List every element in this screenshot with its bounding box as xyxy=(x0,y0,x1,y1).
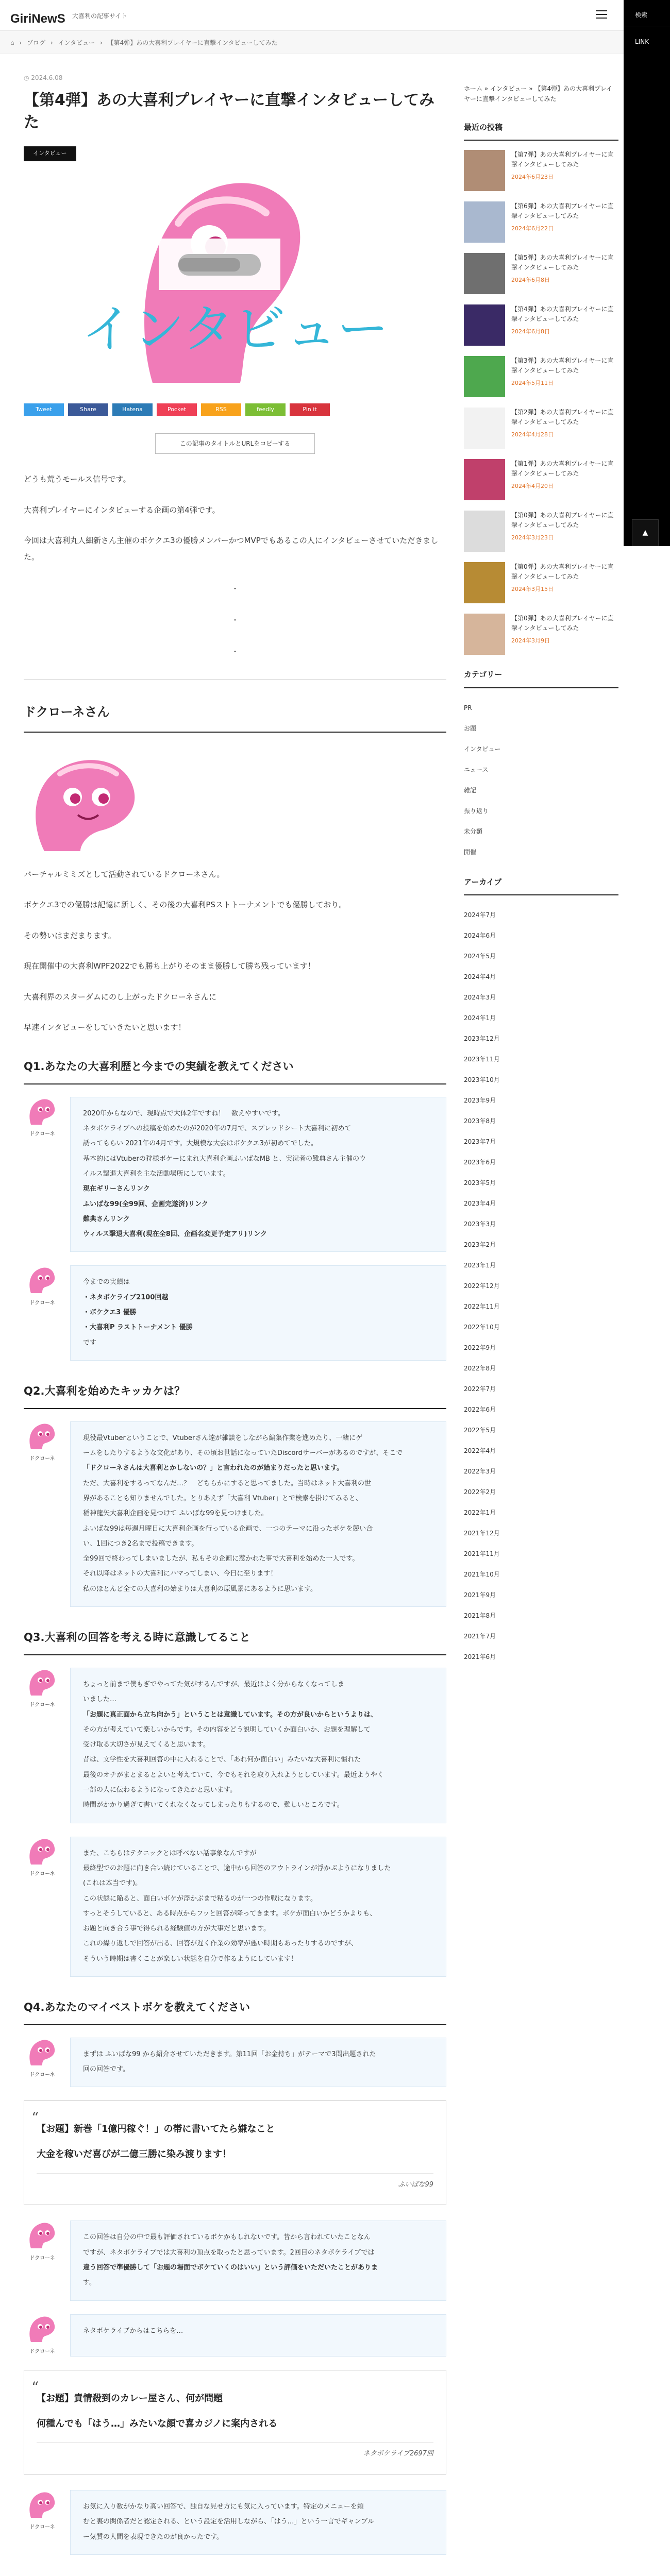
recent-posts-heading: 最近の投稿 xyxy=(464,120,618,141)
answer-line: ネタボケライブからはこちらを… xyxy=(83,2327,183,2335)
share-button[interactable]: RSS xyxy=(201,403,241,416)
copy-title-url-button[interactable]: この記事のタイトルとURLをコピーする xyxy=(155,433,315,454)
share-button[interactable]: Share xyxy=(68,403,108,416)
archive-link[interactable]: 2023年3月 xyxy=(464,1221,496,1228)
quote-line: 大金を稼いだ喜びが二億三勝に染み渡ります！ xyxy=(37,2149,231,2160)
answer-line: ー気質の人間を表現できたのが良かったです。 xyxy=(83,2533,223,2541)
breadcrumb-item[interactable]: インタビュー xyxy=(58,39,95,46)
archive-link[interactable]: 2021年11月 xyxy=(464,1550,500,1558)
recent-post-thumbnail[interactable] xyxy=(464,511,505,552)
avatar-image xyxy=(27,2314,58,2342)
breadcrumb-item[interactable]: ブログ xyxy=(27,39,46,46)
answer-line: ふいばな99(全99回、企画完遂済)リンク xyxy=(83,1200,208,1208)
category-link[interactable]: インタビュー xyxy=(464,745,501,753)
recent-post-title[interactable]: 【第0弾】あの大喜利プレイヤーに直撃インタビューしてみた xyxy=(511,563,614,581)
archive-heading: アーカイブ xyxy=(464,875,618,896)
archive-link[interactable]: 2023年7月 xyxy=(464,1138,496,1146)
avatar xyxy=(24,2314,61,2357)
site-tagline: 大喜利の記事サイト xyxy=(72,12,128,20)
category-link[interactable]: 開催 xyxy=(464,848,477,856)
answer-line: イルス撃退大喜利を主な活動場所にしています。 xyxy=(83,1170,230,1178)
answer-block xyxy=(24,2314,446,2357)
answer-block xyxy=(24,2490,446,2555)
sidebar-breadcrumb: ホーム » インタビュー » 【第4弾】あの大喜利プレイヤーに直撃インタビューしてみた xyxy=(464,85,613,103)
answer-line: 今までの実績は xyxy=(83,1278,130,1286)
intro-paragraph: どうも荒うモールス信号です。 xyxy=(24,474,131,484)
recent-post-date: 2024年6月8日 xyxy=(511,328,550,335)
recent-post[interactable] xyxy=(464,511,618,552)
main-content xyxy=(24,72,446,2568)
answer-line: 基本的にはVtuberの狩様ボケーにまれ大喜利企画ふいばなMB と、実況者の難典さん主催のウ xyxy=(83,1155,366,1163)
answer-bubble xyxy=(70,2314,446,2357)
recent-post-title[interactable]: 【第3弾】あの大喜利プレイヤーに直撃インタビューしてみた xyxy=(511,357,614,375)
recent-post-date: 2024年6月22日 xyxy=(511,225,554,232)
answer-line: むと裏の関係者だと認定される、という設定を活用しながら、「はう…」という一言でギャンブル xyxy=(83,2518,374,2526)
quote-box xyxy=(24,2100,446,2205)
recent-post-date: 2024年3月23日 xyxy=(511,534,554,541)
quote-author: ふいばな99 xyxy=(37,2173,433,2192)
answer-line: ふいばな99は毎週月曜日に大喜利企画を行っている企画で、一つのテーマに沿ったボケを競い合 xyxy=(83,1524,373,1533)
archive-link[interactable]: 2024年6月 xyxy=(464,932,496,940)
answer-line: これの繰り返しで回答が出る、回答が遅く作業の効率が悪い時期もあったりするのですが、 xyxy=(83,1940,358,1948)
archive-link[interactable]: 2024年1月 xyxy=(464,1014,496,1022)
quote-line: 何種んでも「はう…」みたいな顔で喜カジノに案内される xyxy=(37,2418,278,2429)
answer-line: その方が考えていて楽しいからです。その内容をどう説明していくか面白いか、お題を理解して xyxy=(83,1725,371,1734)
archive-link[interactable]: 2022年8月 xyxy=(464,1365,496,1372)
archive-link[interactable]: 2024年5月 xyxy=(464,953,496,960)
recent-post-thumbnail[interactable] xyxy=(464,201,505,243)
archive-link[interactable]: 2023年4月 xyxy=(464,1200,496,1208)
avatar-image xyxy=(27,1097,58,1125)
recent-post-title[interactable]: 【第4弾】あの大喜利プレイヤーに直撃インタビューしてみた xyxy=(511,306,614,323)
category-list xyxy=(464,698,618,862)
separator-dot: ・ xyxy=(231,648,239,656)
share-button[interactable]: Pocket xyxy=(157,403,197,416)
recent-post-title[interactable]: 【第6弾】あの大喜利プレイヤーに直撃インタビューしてみた xyxy=(511,202,614,220)
avatar-name: ドクローネ xyxy=(29,1131,55,1138)
answer-bubble xyxy=(70,1097,446,1252)
answer-line: 「ドクローネさんは大喜利とかしないの？」と言われたのが始まりだったと思います。 xyxy=(83,1464,344,1472)
answer-block xyxy=(24,2221,446,2300)
recent-post[interactable] xyxy=(464,150,618,191)
nav-search[interactable]: 検索 xyxy=(635,11,648,19)
recent-post[interactable] xyxy=(464,459,618,500)
answer-block xyxy=(24,1837,446,1977)
answer-line: ウィルス撃退大喜利(現在全8回、企画名変更予定アリ)リンク xyxy=(83,1230,267,1239)
archive-link[interactable]: 2021年12月 xyxy=(464,1530,500,1537)
answer-line: ームをしたりするような文化があり、その頃お世話になっていたDiscordサーバーがあるのですが、そこで xyxy=(83,1449,403,1458)
answer-bubble xyxy=(70,2038,446,2088)
answer-line: 私のほとんど全ての大喜利の始まりは大喜利の原風景にあるように思います。 xyxy=(83,1585,317,1593)
recent-post-thumbnail[interactable] xyxy=(464,562,505,603)
share-button[interactable]: feedly xyxy=(245,403,286,416)
profile-paragraph: 大喜利界のスターダムにのし上がったドクローネさんに xyxy=(24,992,216,1002)
archive-link[interactable]: 2022年6月 xyxy=(464,1406,496,1414)
archive-link[interactable]: 2022年4月 xyxy=(464,1447,496,1455)
recent-post-thumbnail[interactable] xyxy=(464,150,505,191)
recent-post-title[interactable]: 【第7弾】あの大喜利プレイヤーに直撃インタビューしてみた xyxy=(511,151,614,168)
recent-post-date: 2024年6月23日 xyxy=(511,173,554,180)
answer-line: 誘ってもらい 2021年の4月です。大規模な大会はボケクエ3が初めてでした。 xyxy=(83,1140,317,1148)
avatar-name: ドクローネ xyxy=(29,2349,55,2355)
avatar xyxy=(24,2038,61,2088)
breadcrumb-item: 【第4弾】あの大喜利プレイヤーに直撃インタビューしてみた xyxy=(107,39,278,46)
answer-line: 回の回答です。 xyxy=(83,2065,129,2074)
profile-paragraph: バーチャルミミズとして活動されているドクローネさん。 xyxy=(24,869,225,879)
archive-link[interactable]: 2022年11月 xyxy=(464,1303,500,1311)
avatar-name: ドクローネ xyxy=(29,1871,55,1877)
share-button[interactable]: Tweet xyxy=(24,403,64,416)
recent-post[interactable] xyxy=(464,408,618,449)
recent-post-date: 2024年5月11日 xyxy=(511,379,554,386)
category-link[interactable]: ニュース xyxy=(464,766,489,773)
answer-line: すっとそうしていると、ある時点からフッと回答が降ってきます。ボケが面白いかどうかよりも、 xyxy=(83,1909,377,1918)
answer-bubble xyxy=(70,1421,446,1607)
profile-paragraph: ボケクエ3での優勝は記憶に新しく、その後の大喜利PSストトーナメントでも優勝しており。 xyxy=(24,900,347,910)
answer-bubble xyxy=(70,1668,446,1823)
sidebar xyxy=(464,83,618,1667)
answer-line: ちょっと前まで僕もぎでやってた気がするんですが、最近はよく分からなくなってしま xyxy=(83,1680,345,1688)
recent-post-title[interactable]: 【第1弾】あの大喜利プレイヤーに直撃インタビューしてみた xyxy=(511,460,614,478)
answer-line: 現役最Vtuberということで、Vtuberさん達が雑談をしながら編集作業を進めたり、一緒にゲ xyxy=(83,1434,363,1442)
recent-post[interactable] xyxy=(464,253,618,294)
avatar-image xyxy=(27,2490,58,2518)
avatar xyxy=(24,1265,61,1360)
archive-link[interactable]: 2023年5月 xyxy=(464,1179,496,1187)
avatar-image xyxy=(27,1265,58,1293)
recent-post-title[interactable]: 【第0弾】あの大喜利プレイヤーに直撃インタビューしてみた xyxy=(511,512,614,529)
avatar xyxy=(24,1097,61,1252)
recent-post[interactable] xyxy=(464,304,618,346)
archive-link[interactable]: 2021年10月 xyxy=(464,1571,500,1579)
avatar xyxy=(24,1668,61,1823)
answer-line: です xyxy=(83,1338,97,1347)
answer-line: 現在ギリーさんリンク xyxy=(83,1185,150,1193)
avatar xyxy=(24,2490,61,2555)
answer-line: ・ネタボケライブ2100回越 xyxy=(83,1293,169,1301)
answer-block xyxy=(24,2038,446,2088)
answer-line: ・ボケクエ3 優勝 xyxy=(83,1309,137,1317)
answer-block xyxy=(24,1265,446,1360)
answer-line: 時間がかかり過ぎて書いてくれなくなってしまったりもするので、難しいところです。 xyxy=(83,1801,344,1809)
answer-line: 2020年からなので、現時点で大体2年ですね！ 数えやすいです。 xyxy=(83,1109,285,1117)
archive-link[interactable]: 2023年11月 xyxy=(464,1056,500,1063)
post-date: ◷ 2024.6.08 xyxy=(24,74,63,81)
recent-post-date: 2024年6月8日 xyxy=(511,276,550,283)
answer-line: 最後のオチがまとまるとよいと考えていて、今でもそれを取り入れようとしています。最近ようやく xyxy=(83,1771,384,1779)
scroll-top-button[interactable]: ▲ xyxy=(632,519,659,546)
recent-post-thumbnail[interactable] xyxy=(464,356,505,397)
answer-line: また、こちらはテクニックとは呼べない話事象なんですが xyxy=(83,1849,257,1857)
avatar-name: ドクローネ xyxy=(29,1702,55,1708)
avatar-image xyxy=(27,2221,58,2248)
archive-link[interactable]: 2023年9月 xyxy=(464,1097,496,1105)
share-button[interactable]: Hatena xyxy=(112,403,153,416)
avatar-name: ドクローネ xyxy=(29,1300,55,1306)
archive-link[interactable]: 2024年3月 xyxy=(464,994,496,1002)
qa-container xyxy=(24,1057,446,2555)
archive-link[interactable]: 2024年4月 xyxy=(464,973,496,981)
archive-link[interactable]: 2023年8月 xyxy=(464,1117,496,1125)
answer-block xyxy=(24,1668,446,1823)
archive-link[interactable]: 2021年8月 xyxy=(464,1612,496,1620)
profile-paragraph: 現在開催中の大喜利WPF2022でも勝ち上がりそのまま優勝して勝ち残っています！ xyxy=(24,961,315,971)
avatar-name: ドクローネ xyxy=(29,2072,55,2078)
recent-post-title[interactable]: 【第5弾】あの大喜利プレイヤーに直撃インタビューしてみた xyxy=(511,254,614,272)
profile-paragraph: 早速インタビューをしていきたいと思います！ xyxy=(24,1023,186,1032)
answer-line: お気に入り数がかなり高い回答で、独自な見せ方にも気に入っています。特定のメニューを頼 xyxy=(83,2502,364,2511)
answer-bubble xyxy=(70,1837,446,1977)
archive-link[interactable]: 2021年6月 xyxy=(464,1653,496,1661)
recent-post[interactable] xyxy=(464,201,618,243)
recent-post-thumbnail[interactable] xyxy=(464,408,505,449)
hero-illustration xyxy=(24,177,446,383)
archive-link[interactable]: 2022年10月 xyxy=(464,1324,500,1331)
archive-link[interactable]: 2021年7月 xyxy=(464,1633,496,1640)
recent-posts xyxy=(464,150,618,655)
archive-link[interactable]: 2022年3月 xyxy=(464,1468,496,1476)
interviewee-heading: ドクローネさん xyxy=(24,701,446,733)
answer-line: ただ、大喜利をするってなんだ…？ どちらかにすると思ってました。当時はネット大喜利の世 xyxy=(83,1479,372,1487)
recent-post-date: 2024年4月28日 xyxy=(511,431,554,438)
archive-link[interactable]: 2023年2月 xyxy=(464,1241,496,1249)
recent-post-date: 2024年3月15日 xyxy=(511,585,554,592)
question-heading: Q1.あなたの大喜利歴と今までの実績を教えてください xyxy=(24,1057,446,1084)
archive-link[interactable]: 2022年7月 xyxy=(464,1385,496,1393)
recent-post-thumbnail[interactable] xyxy=(464,253,505,294)
quote-icon: “ xyxy=(31,2109,39,2127)
avatar-name: ドクローネ xyxy=(29,2255,55,2261)
answer-line: 昔は、文学性を大喜利回答の中に入れることで、「あれ何か面白い」みたいな大喜利に慣れた xyxy=(83,1756,361,1764)
category-link[interactable]: 雑記 xyxy=(464,786,477,794)
answer-line: 違う回答で準優勝して「お題の場面でボケていくのはいい」という評価をいただいたことがありま xyxy=(83,2263,378,2272)
recent-post[interactable] xyxy=(464,356,618,397)
archive-link[interactable]: 2022年1月 xyxy=(464,1509,496,1517)
archive-list xyxy=(464,905,618,1667)
separator-dot: ・ xyxy=(231,585,239,594)
answer-bubble xyxy=(70,2221,446,2300)
quote-line: 【お題】責情殺到のカレー屋さん、何が問題 xyxy=(37,2393,223,2404)
intro-paragraph: 大喜利プレイヤーにインタビューする企画の第4弾です。 xyxy=(24,505,220,515)
archive-link[interactable]: 2023年6月 xyxy=(464,1159,496,1166)
recent-post-title[interactable]: 【第2弾】あの大喜利プレイヤーに直撃インタビューしてみた xyxy=(511,409,614,426)
answer-line: そういう時期は書くことが楽しい状態を自分で作るようにしています！ xyxy=(83,1955,298,1963)
profile-paragraph: その勢いはまだまります。 xyxy=(24,930,116,940)
answer-line: 難典さんリンク xyxy=(83,1215,130,1223)
answer-bubble xyxy=(70,2490,446,2555)
answer-line: 最終型でのお題に向き合い続けていることで、途中から回答のアウトラインが浮かぶようになりました xyxy=(83,1864,391,1872)
categories-heading: カテゴリー xyxy=(464,667,618,688)
avatar-name: ドクローネ xyxy=(29,1456,55,1462)
avatar-image xyxy=(27,2038,58,2065)
home-icon[interactable]: ⌂ xyxy=(10,39,14,46)
question-heading: Q3.大喜利の回答を考える時に意識してること xyxy=(24,1628,446,1655)
site-header xyxy=(0,0,670,31)
side-nav xyxy=(624,0,670,546)
page-title: 【第4弾】あの大喜利プレイヤーに直撃インタビューしてみた xyxy=(24,91,434,132)
answer-block xyxy=(24,1097,446,1252)
answer-line: この状態に陥ると、面白いボケが浮かぶまで粘るのが一つの作戦になります。 xyxy=(83,1894,317,1903)
breadcrumb: ⌂ › ブログ › インタビュー › 【第4弾】あの大喜利プレイヤーに直撃インタビューしてみた xyxy=(0,31,670,54)
avatar xyxy=(24,1421,61,1607)
answer-line: ネタボケライブへの投稿を始めたのが2020年の7月で、スプレッドシート大喜利に初めて xyxy=(83,1125,351,1133)
answer-line: 稲神龍矢大喜利企画を見つけて ふいばな99を見つけました。 xyxy=(83,1510,268,1518)
recent-post[interactable] xyxy=(464,614,618,655)
question-heading: Q2.大喜利を始めたキッカケは？ xyxy=(24,1381,446,1409)
separator-dot: ・ xyxy=(231,617,239,625)
quote-box xyxy=(24,2370,446,2475)
archive-link[interactable]: 2022年5月 xyxy=(464,1427,496,1434)
answer-line: お題と向き合う事で得られる経験値の方が大事だと思います。 xyxy=(83,1925,270,1933)
hero-text: インタビュー xyxy=(81,298,389,359)
category-link[interactable]: お題 xyxy=(464,724,477,732)
category-link[interactable]: 未分類 xyxy=(464,827,483,835)
hero-image xyxy=(24,177,446,383)
share-buttons xyxy=(24,403,446,416)
answer-line: す。 xyxy=(83,2279,96,2287)
archive-link[interactable]: 2023年1月 xyxy=(464,1262,496,1269)
category-link[interactable]: 振り返り xyxy=(464,807,489,815)
answer-line: ですが、ネタボケライブでは大喜利の頂点を取ったと思っています。2回目のネタボケライブでは xyxy=(83,2248,375,2257)
nav-link[interactable]: LINK xyxy=(635,38,649,45)
avatar xyxy=(24,2221,61,2300)
answer-line: 全99回で終わってしまいましたが、私もその企画に惹かれた事で大喜利を始めた一人です。 xyxy=(83,1555,359,1563)
avatar xyxy=(24,1837,61,1977)
archive-link[interactable]: 2021年9月 xyxy=(464,1591,496,1599)
archive-link[interactable]: 2022年12月 xyxy=(464,1282,500,1290)
site-logo[interactable]: GiriNewS xyxy=(10,12,65,26)
quote-line: 【お題】新巻「1億円稼ぐ！」の帯に書いてたら嫌なこと xyxy=(37,2124,275,2135)
answer-line: 界があることも知りませんでした。とりあえず「大喜利 Vtuber」とで検索を掛けてみると、 xyxy=(83,1494,362,1502)
answer-line: 受け取る大切さが見えてくると思います。 xyxy=(83,1741,210,1749)
avatar-image xyxy=(27,1668,58,1696)
question-heading: Q4.あなたのマイベストボケを教えてください xyxy=(24,1997,446,2025)
recent-post-thumbnail[interactable] xyxy=(464,614,505,655)
archive-link[interactable]: 2022年9月 xyxy=(464,1344,496,1352)
answer-line: まずは ふいばな99 から紹介させていただきます。第11回「お金持ち」がテーマで3問出題された xyxy=(83,2050,376,2058)
answer-line: この回答は自分の中で最も評価されているボケかもしれないです。昔から言われていたことなん xyxy=(83,2233,371,2242)
answer-line: ・大喜利P ラストトーナメント 優勝 xyxy=(83,1324,193,1332)
avatar-name: ドクローネ xyxy=(29,2524,55,2531)
answer-line: いました… xyxy=(83,1696,117,1704)
answer-line: 「お題に真正面から立ち向かう」ということは意識しています。その方が良いからというよりは、 xyxy=(83,1710,377,1719)
avatar-image xyxy=(27,1421,58,1449)
share-button[interactable]: Pin it xyxy=(290,403,330,416)
answer-line: それ以降はネットの大喜利にハマってしまい、今日に至ります！ xyxy=(83,1570,277,1578)
answer-bubble xyxy=(70,1265,446,1360)
answer-line: (これは本当です)。 xyxy=(83,1879,142,1888)
avatar-image xyxy=(27,1837,58,1865)
archive-link[interactable]: 2022年2月 xyxy=(464,1488,496,1496)
quote-icon: “ xyxy=(31,2379,39,2396)
archive-link[interactable]: 2023年12月 xyxy=(464,1035,500,1043)
answer-line: い、1回につき2名まで投稿できます。 xyxy=(83,1539,198,1548)
recent-post-title[interactable]: 【第0弾】あの大喜利プレイヤーに直撃インタビューしてみた xyxy=(511,615,614,632)
recent-post[interactable] xyxy=(464,562,618,603)
category-link[interactable]: PR xyxy=(464,704,472,711)
intro-paragraph: 今回は大喜利丸人細新さん主催のボケクエ3の優勝メンバーかつMVPでもあるこの人にインタビューさせていただきました。 xyxy=(24,536,439,562)
answer-line: 一部の人に伝わるようになってきたかと思います。 xyxy=(83,1786,237,1794)
recent-post-date: 2024年3月9日 xyxy=(511,637,550,644)
answer-block xyxy=(24,1421,446,1607)
archive-link[interactable]: 2024年7月 xyxy=(464,911,496,919)
category-tag[interactable]: インタビュー xyxy=(24,146,76,161)
recent-post-thumbnail[interactable] xyxy=(464,304,505,346)
quote-author: ネタボケライブ2697回 xyxy=(37,2442,433,2461)
menu-icon[interactable] xyxy=(596,10,607,20)
recent-post-date: 2024年4月20日 xyxy=(511,482,554,489)
archive-link[interactable]: 2023年10月 xyxy=(464,1076,500,1084)
interviewee-portrait xyxy=(24,748,147,851)
recent-post-thumbnail[interactable] xyxy=(464,459,505,500)
